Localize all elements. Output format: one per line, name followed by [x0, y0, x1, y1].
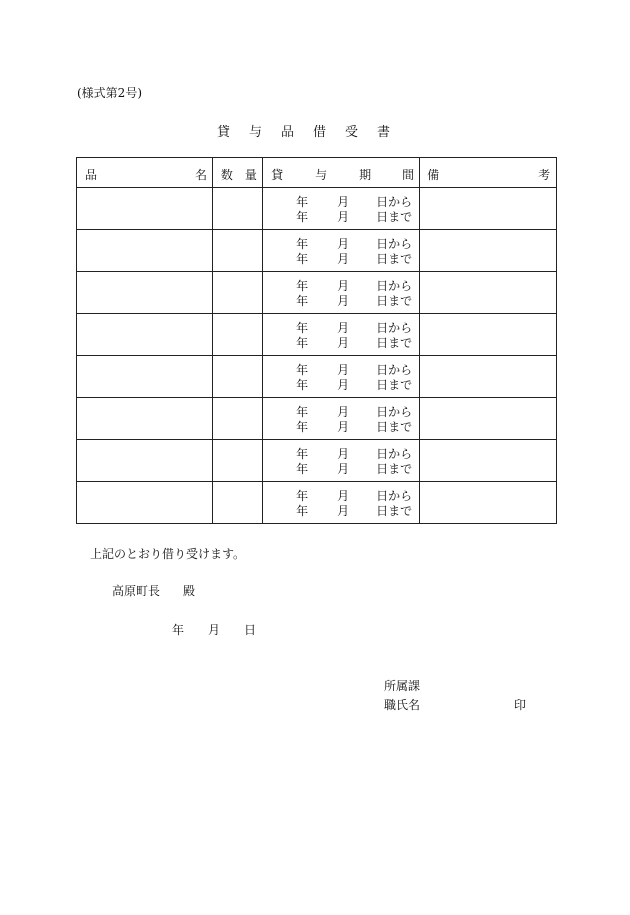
table-row	[77, 230, 557, 272]
notes-cell[interactable]	[420, 230, 557, 272]
period-from-month: 月	[337, 363, 350, 377]
date-month-label: 月	[208, 623, 221, 637]
header-item-name	[77, 158, 213, 188]
loan-period-cell[interactable]	[263, 272, 420, 314]
date-day-label: 日	[244, 623, 257, 637]
period-until-year: 年	[296, 252, 309, 266]
period-from-year: 年	[296, 363, 309, 377]
loan-period-cell[interactable]	[263, 356, 420, 398]
header-char: 量	[244, 168, 257, 182]
loan-period-cell[interactable]	[263, 188, 420, 230]
name-label: 職氏名	[384, 698, 421, 712]
period-from-year: 年	[296, 405, 309, 419]
period-until-month: 月	[337, 336, 350, 350]
notes-cell[interactable]	[420, 356, 557, 398]
period-from-year: 年	[296, 195, 309, 209]
item-name-cell[interactable]	[77, 482, 213, 524]
table-row	[77, 482, 557, 524]
addressee-name: 高原町長	[112, 584, 161, 598]
period-from-month: 月	[337, 195, 350, 209]
loan-period-cell[interactable]	[263, 440, 420, 482]
period-until-year: 年	[296, 210, 309, 224]
quantity-cell[interactable]	[212, 188, 262, 230]
period-until-day: 日まで	[376, 252, 413, 266]
loan-period-cell[interactable]	[263, 230, 420, 272]
period-until-month: 月	[337, 462, 350, 476]
period-until-year: 年	[296, 336, 309, 350]
period-until-year: 年	[296, 420, 309, 434]
date-year-label: 年	[172, 623, 185, 637]
period-from-day: 日から	[376, 321, 413, 335]
title-char: 借	[313, 125, 327, 140]
period-from-month: 月	[337, 405, 350, 419]
title-char: 貸	[217, 125, 231, 140]
period-until-year: 年	[296, 462, 309, 476]
quantity-cell[interactable]	[212, 440, 262, 482]
loan-period-cell[interactable]	[263, 314, 420, 356]
header-loan-period	[263, 158, 420, 188]
period-until-month: 月	[337, 210, 350, 224]
period-until-day: 日まで	[376, 336, 413, 350]
quantity-cell[interactable]	[212, 230, 262, 272]
period-until-year: 年	[296, 294, 309, 308]
table-row	[77, 272, 557, 314]
addressee-honorific: 殿	[183, 584, 196, 598]
period-from-month: 月	[337, 237, 350, 251]
period-from-day: 日から	[376, 489, 413, 503]
header-char: 与	[315, 168, 328, 182]
period-until-day: 日まで	[376, 294, 413, 308]
notes-cell[interactable]	[420, 398, 557, 440]
seal-label: 印	[514, 698, 527, 712]
period-until-month: 月	[337, 504, 350, 518]
header-char: 期	[359, 168, 372, 182]
period-until-month: 月	[337, 294, 350, 308]
period-from-month: 月	[337, 489, 350, 503]
period-until-day: 日まで	[376, 420, 413, 434]
loan-period-cell[interactable]	[263, 482, 420, 524]
header-char: 貸	[271, 168, 284, 182]
item-name-cell[interactable]	[77, 440, 213, 482]
notes-cell[interactable]	[420, 188, 557, 230]
item-name-cell[interactable]	[77, 398, 213, 440]
notes-cell[interactable]	[420, 272, 557, 314]
period-from-year: 年	[296, 321, 309, 335]
title-char: 与	[249, 125, 263, 140]
table-header-row	[77, 158, 557, 188]
quantity-cell[interactable]	[212, 356, 262, 398]
header-char: 品	[85, 168, 98, 182]
period-from-day: 日から	[376, 405, 413, 419]
period-until-month: 月	[337, 378, 350, 392]
period-until-day: 日まで	[376, 378, 413, 392]
period-from-day: 日から	[376, 237, 413, 251]
quantity-cell[interactable]	[212, 272, 262, 314]
header-char: 数	[220, 168, 233, 182]
quantity-cell[interactable]	[212, 314, 262, 356]
period-from-year: 年	[296, 489, 309, 503]
quantity-cell[interactable]	[212, 482, 262, 524]
period-until-year: 年	[296, 504, 309, 518]
notes-cell[interactable]	[420, 314, 557, 356]
period-from-day: 日から	[376, 363, 413, 377]
form-number: (様式第2号)	[77, 86, 142, 100]
quantity-cell[interactable]	[212, 398, 262, 440]
period-from-month: 月	[337, 447, 350, 461]
loan-period-cell[interactable]	[263, 398, 420, 440]
period-from-year: 年	[296, 279, 309, 293]
header-char: 考	[538, 168, 551, 182]
title-char: 書	[377, 125, 391, 140]
period-from-year: 年	[296, 447, 309, 461]
header-notes	[420, 158, 557, 188]
table-row	[77, 398, 557, 440]
period-from-day: 日から	[376, 279, 413, 293]
header-char: 間	[402, 168, 415, 182]
item-name-cell[interactable]	[77, 188, 213, 230]
department-label: 所属課	[384, 679, 421, 693]
period-from-month: 月	[337, 279, 350, 293]
header-char: 備	[427, 168, 440, 182]
notes-cell[interactable]	[420, 440, 557, 482]
header-quantity	[212, 158, 262, 188]
title-char: 品	[281, 125, 295, 140]
period-until-day: 日まで	[376, 504, 413, 518]
period-until-day: 日まで	[376, 210, 413, 224]
period-from-day: 日から	[376, 195, 413, 209]
item-name-cell[interactable]	[77, 356, 213, 398]
document-title	[217, 121, 409, 140]
period-from-month: 月	[337, 321, 350, 335]
table-row	[77, 356, 557, 398]
table-row	[77, 440, 557, 482]
header-char: 名	[195, 168, 208, 182]
loan-items-table	[76, 157, 557, 524]
period-from-year: 年	[296, 237, 309, 251]
table-row	[77, 188, 557, 230]
statement-text: 上記のとおり借り受けます。	[90, 547, 246, 561]
period-until-month: 月	[337, 420, 350, 434]
table-row	[77, 314, 557, 356]
item-name-cell[interactable]	[77, 230, 213, 272]
period-until-day: 日まで	[376, 462, 413, 476]
notes-cell[interactable]	[420, 482, 557, 524]
period-from-day: 日から	[376, 447, 413, 461]
period-until-year: 年	[296, 378, 309, 392]
period-until-month: 月	[337, 252, 350, 266]
item-name-cell[interactable]	[77, 272, 213, 314]
item-name-cell[interactable]	[77, 314, 213, 356]
title-char: 受	[345, 125, 359, 140]
